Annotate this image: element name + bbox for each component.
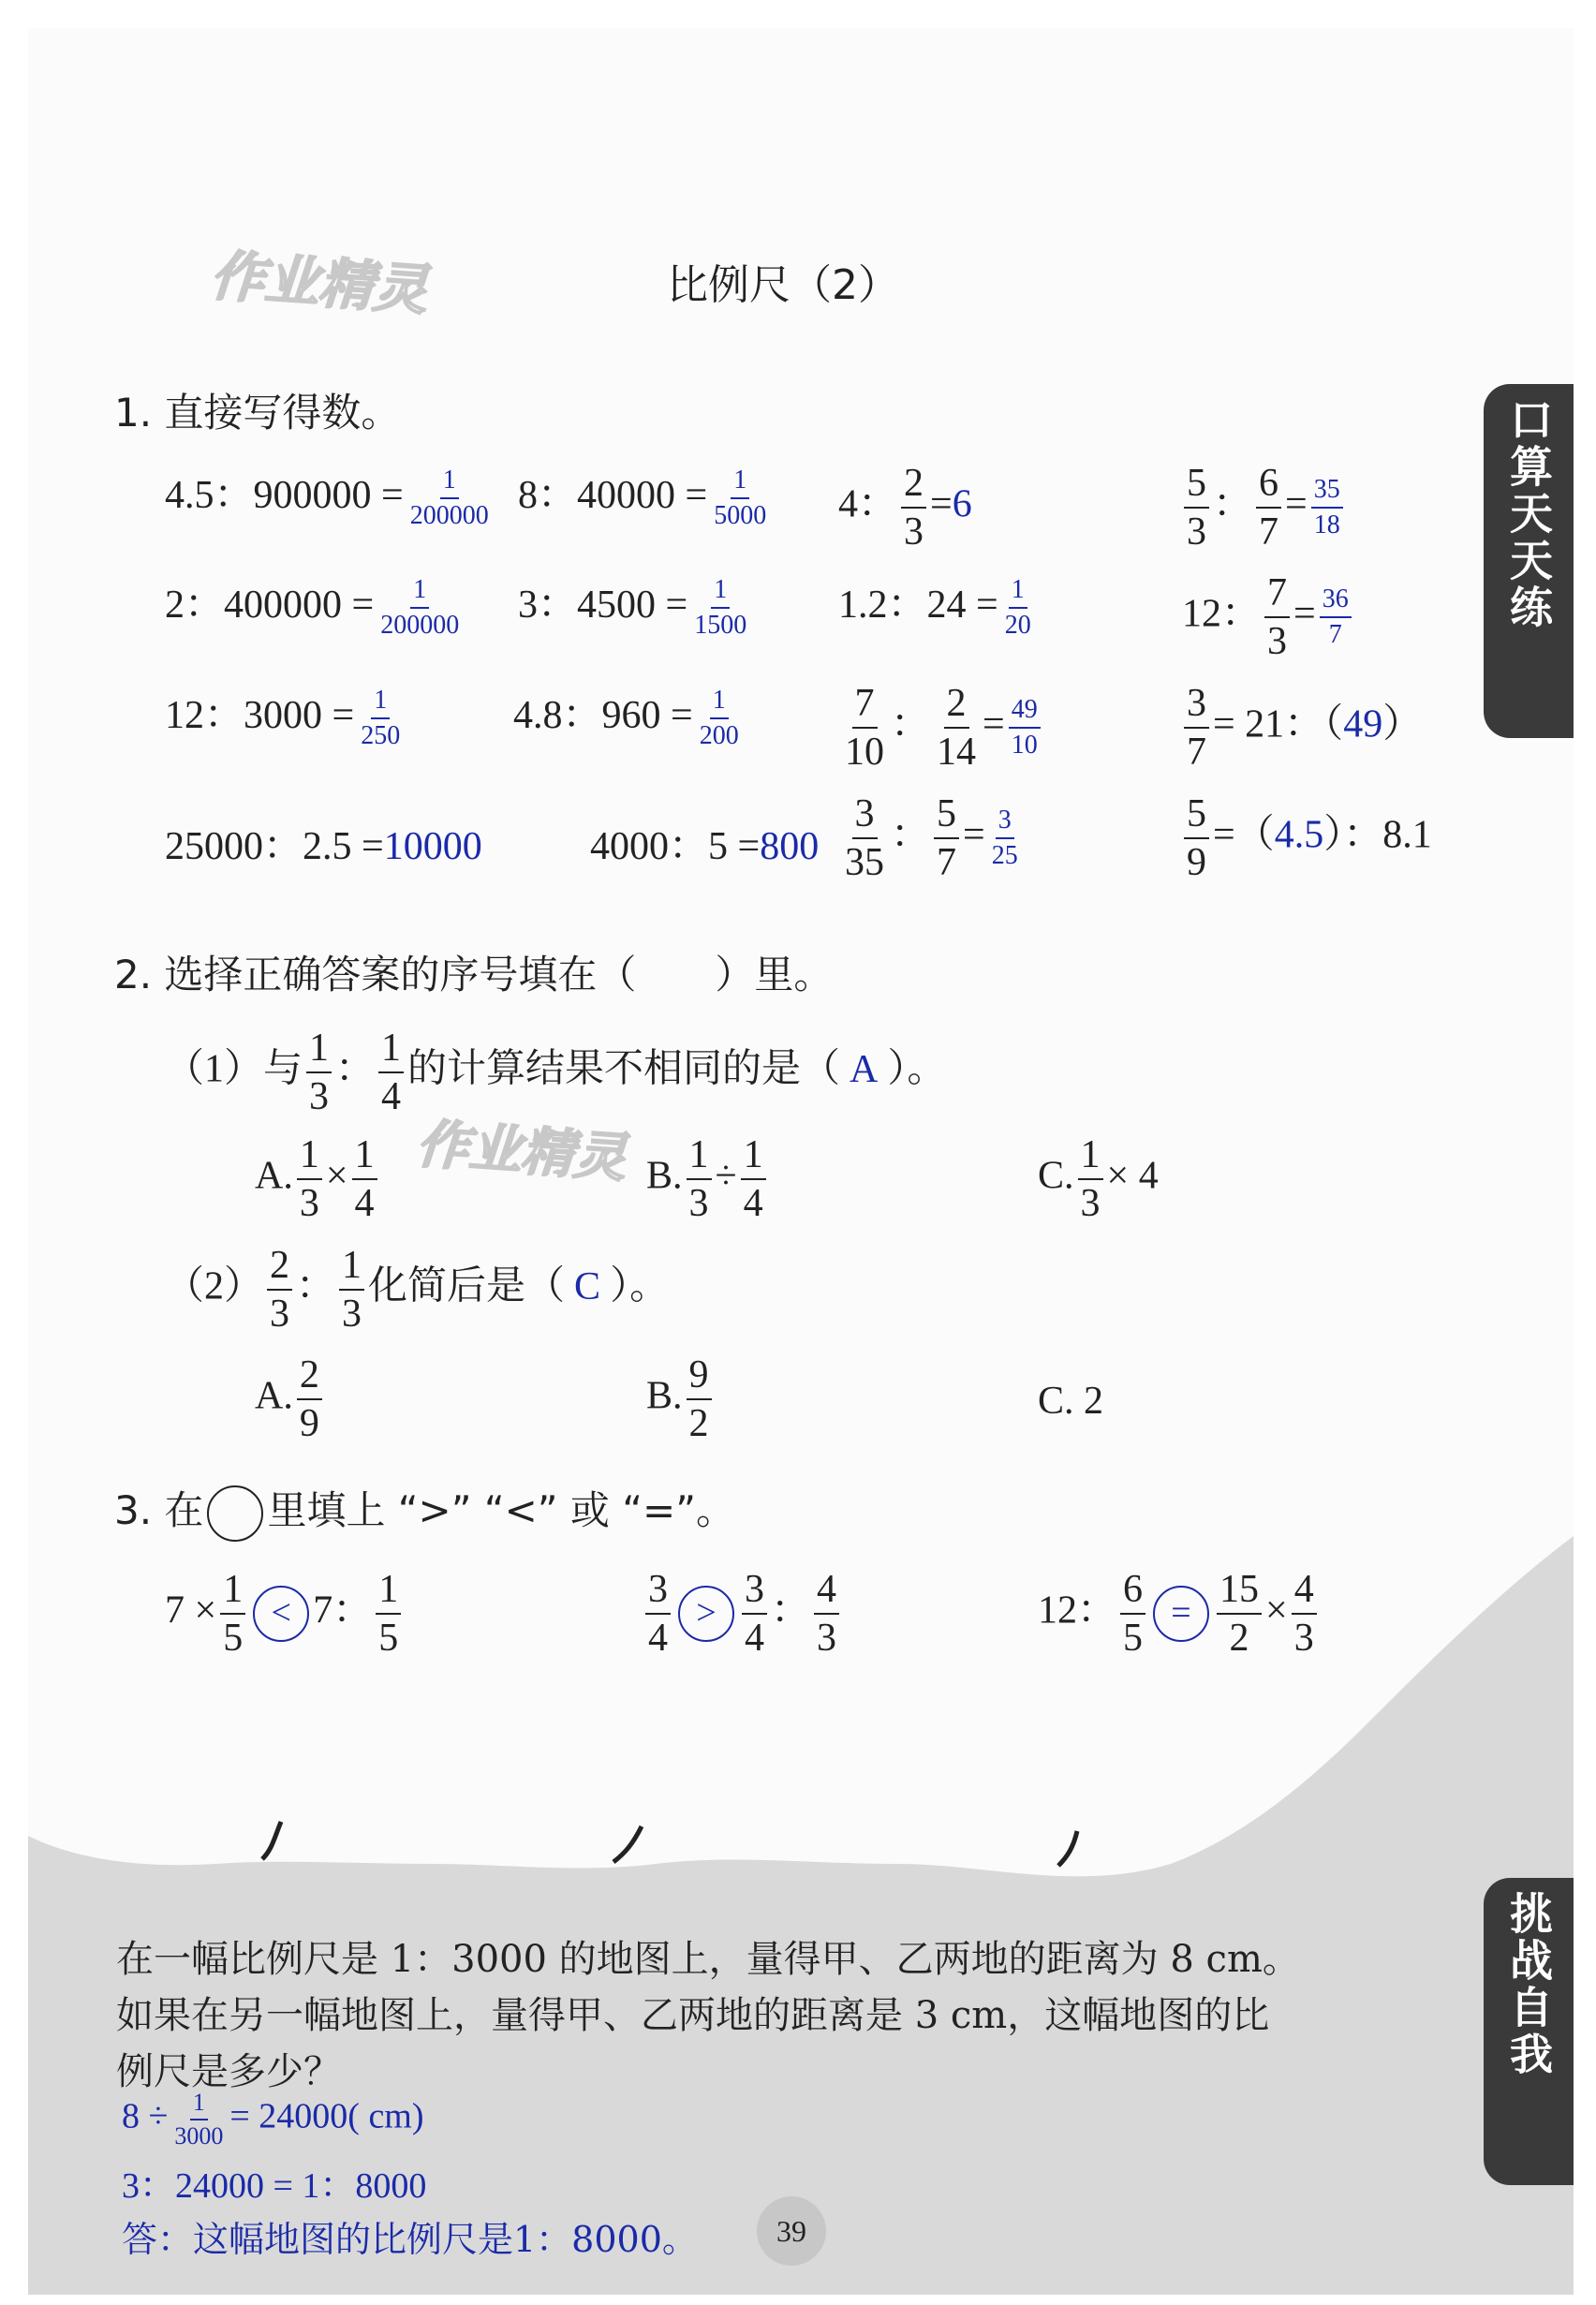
q1-r1c1 bbox=[165, 464, 495, 529]
watermark-top: 作业精灵 bbox=[208, 243, 430, 322]
challenge-line2: 如果在另一幅地图上，量得甲、乙两地的距离是 3 cm，这幅地图的比 bbox=[116, 1994, 1270, 2037]
q1-r4c1-answer: 10000 bbox=[383, 825, 482, 868]
q1-r1c3: 4： $\frac{2}{3}$ =6 bbox=[838, 462, 972, 554]
page-title: 比例尺（2） bbox=[667, 261, 899, 309]
side-tab-oral-calc bbox=[1484, 384, 1574, 738]
q1-r1c2 bbox=[518, 464, 773, 529]
q1-r2c2-answer: $\frac{1}{1500}$ bbox=[694, 575, 747, 641]
q2-heading: 2. 选择正确答案的序号填在（ ）里。 bbox=[114, 952, 834, 997]
q1-heading: 1. 直接写得数。 bbox=[114, 390, 401, 436]
q3-heading: 3. 在 里填上 “>” “<” 或 “=”。 bbox=[114, 1480, 735, 1542]
q1-r1c3-answer: 6 bbox=[952, 482, 972, 526]
challenge-answer-line3: 答：这幅地图的比例尺是1：8000。 bbox=[122, 2219, 698, 2260]
side-tab-oral-calc-label: 口算天天练 bbox=[1503, 397, 1554, 631]
q1-r4c3: $\frac{3}{35}$ ： $\frac{5}{7}$ = $\frac{3}{25}$ bbox=[838, 794, 1025, 882]
q1-r3c1-answer: $\frac{1}{250}$ bbox=[361, 686, 401, 751]
q1-r3c3-answer: $\frac{49}{10}$ bbox=[1009, 697, 1041, 759]
q2-part2-option-c: C. 2 bbox=[1038, 1380, 1104, 1423]
q1-r1c4-answer: $\frac{35}{18}$ bbox=[1311, 477, 1343, 539]
q2-part1-option-c: C. $\frac{1}{3}$ × 4 bbox=[1038, 1133, 1159, 1225]
q1-r4c1: 25000：2.5 =10000 bbox=[165, 825, 482, 868]
q1-r3c2: 4.8：960 = $\frac{1}{200}$ bbox=[513, 684, 746, 749]
page-number: 39 bbox=[757, 2196, 826, 2266]
challenge-line3: 例尺是多少？ bbox=[116, 2050, 341, 2093]
q3-expr3: 12： $\frac{6}{5}$ = $\frac{15}{2}$ × $\frac{4}{3}$ bbox=[1038, 1570, 1321, 1658]
q1-r4c3-answer: $\frac{3}{25}$ bbox=[991, 805, 1018, 870]
q1-r3c1: 12：3000 = $\frac{1}{250}$ bbox=[165, 684, 406, 749]
q2-part1-option-a: A. $\frac{1}{3}$ × $\frac{1}{4}$ bbox=[255, 1135, 381, 1223]
challenge-answer-line2: 3：24000 = 1：8000 bbox=[122, 2166, 427, 2206]
q1-r4c2-answer: 800 bbox=[760, 825, 820, 868]
q1-r2c1-answer: $\frac{1}{200000}$ bbox=[380, 575, 460, 641]
q1-r1c1-expr: 4.5：900000 = bbox=[165, 474, 404, 517]
q3-expr2-answer-circle: > bbox=[678, 1586, 734, 1642]
q2-part1: （1）与 $\frac{1}{3}$ ： $\frac{1}{4}$ 的计算结果不相同的是（ A ）。 bbox=[165, 1027, 947, 1118]
side-tab-challenge bbox=[1484, 1878, 1574, 2185]
q2-part1-answer: A bbox=[850, 1047, 879, 1091]
challenge-answer-line1: 8 ÷ $\frac{1}{3000}$ = 24000( cm) bbox=[122, 2089, 424, 2150]
q1-r1c2-answer: $\frac{1}{5000}$ bbox=[714, 465, 767, 531]
empty-circle-icon bbox=[207, 1485, 263, 1542]
q1-r3c3: $\frac{7}{10}$ ： $\frac{2}{14}$ = $\frac{49}{10}$ bbox=[838, 684, 1044, 772]
q1-r2c3: 1.2：24 = $\frac{1}{20}$ bbox=[838, 573, 1038, 639]
q1-r3c2-answer: $\frac{1}{200}$ bbox=[699, 686, 739, 751]
q2-part2-answer: C bbox=[574, 1264, 601, 1308]
q1-r1c4: $\frac{5}{3}$ ： $\frac{6}{7}$ = $\frac{35}{18}$ bbox=[1180, 464, 1347, 552]
q1-r4c4-answer: 4.5 bbox=[1274, 813, 1324, 857]
q2-part2: （2） $\frac{2}{3}$ ： $\frac{1}{3}$ 化简后是（ C ）。 bbox=[165, 1244, 670, 1336]
q2-part2-option-a: A. $\frac{2}{9}$ bbox=[255, 1355, 326, 1443]
q1-r2c2: 3：4500 = $\frac{1}{1500}$ bbox=[518, 573, 753, 639]
q1-r2c1: 2：400000 = $\frac{1}{200000}$ bbox=[165, 573, 466, 639]
q1-r2c4: 12： $\frac{7}{3}$ = $\frac{36}{7}$ bbox=[1182, 573, 1355, 661]
q2-part1-option-b: B. $\frac{1}{3}$ ÷ $\frac{1}{4}$ bbox=[646, 1135, 770, 1223]
q1-r2c3-answer: $\frac{1}{20}$ bbox=[1004, 575, 1031, 641]
side-tab-challenge-label: 挑战自我 bbox=[1503, 1891, 1554, 2078]
q1-r3c4: $\frac{3}{7}$ = 21：（49） bbox=[1180, 684, 1422, 772]
q1-r3c4-answer: 49 bbox=[1343, 702, 1383, 746]
q1-r1c2-expr: 8：40000 = bbox=[518, 474, 708, 517]
q1-r1c1-answer: $\frac{1}{200000}$ bbox=[409, 465, 489, 531]
q3-expr3-answer-circle: = bbox=[1153, 1586, 1209, 1642]
q1-r4c2: 4000：5 =800 bbox=[590, 825, 820, 868]
q3-expr1-answer-circle: < bbox=[253, 1586, 309, 1642]
q2-part2-option-b: B. $\frac{9}{2}$ bbox=[646, 1355, 716, 1443]
q1-r4c4: $\frac{5}{9}$ =（4.5）：8.1 bbox=[1180, 794, 1432, 882]
challenge-line1: 在一幅比例尺是 1：3000 的地图上，量得甲、乙两地的距离为 8 cm。 bbox=[116, 1938, 1300, 1981]
q3-expr2: $\frac{3}{4}$ > $\frac{3}{4}$ ： $\frac{4}{3}$ bbox=[642, 1570, 843, 1658]
fraction: $\frac{2}{3}$ bbox=[901, 464, 926, 552]
q1-r2c4-answer: $\frac{36}{7}$ bbox=[1320, 586, 1352, 648]
watermark-middle: 作业精灵 bbox=[414, 1114, 628, 1189]
q3-expr1: 7 × $\frac{1}{5}$ < 7： $\frac{1}{5}$ bbox=[165, 1570, 405, 1658]
